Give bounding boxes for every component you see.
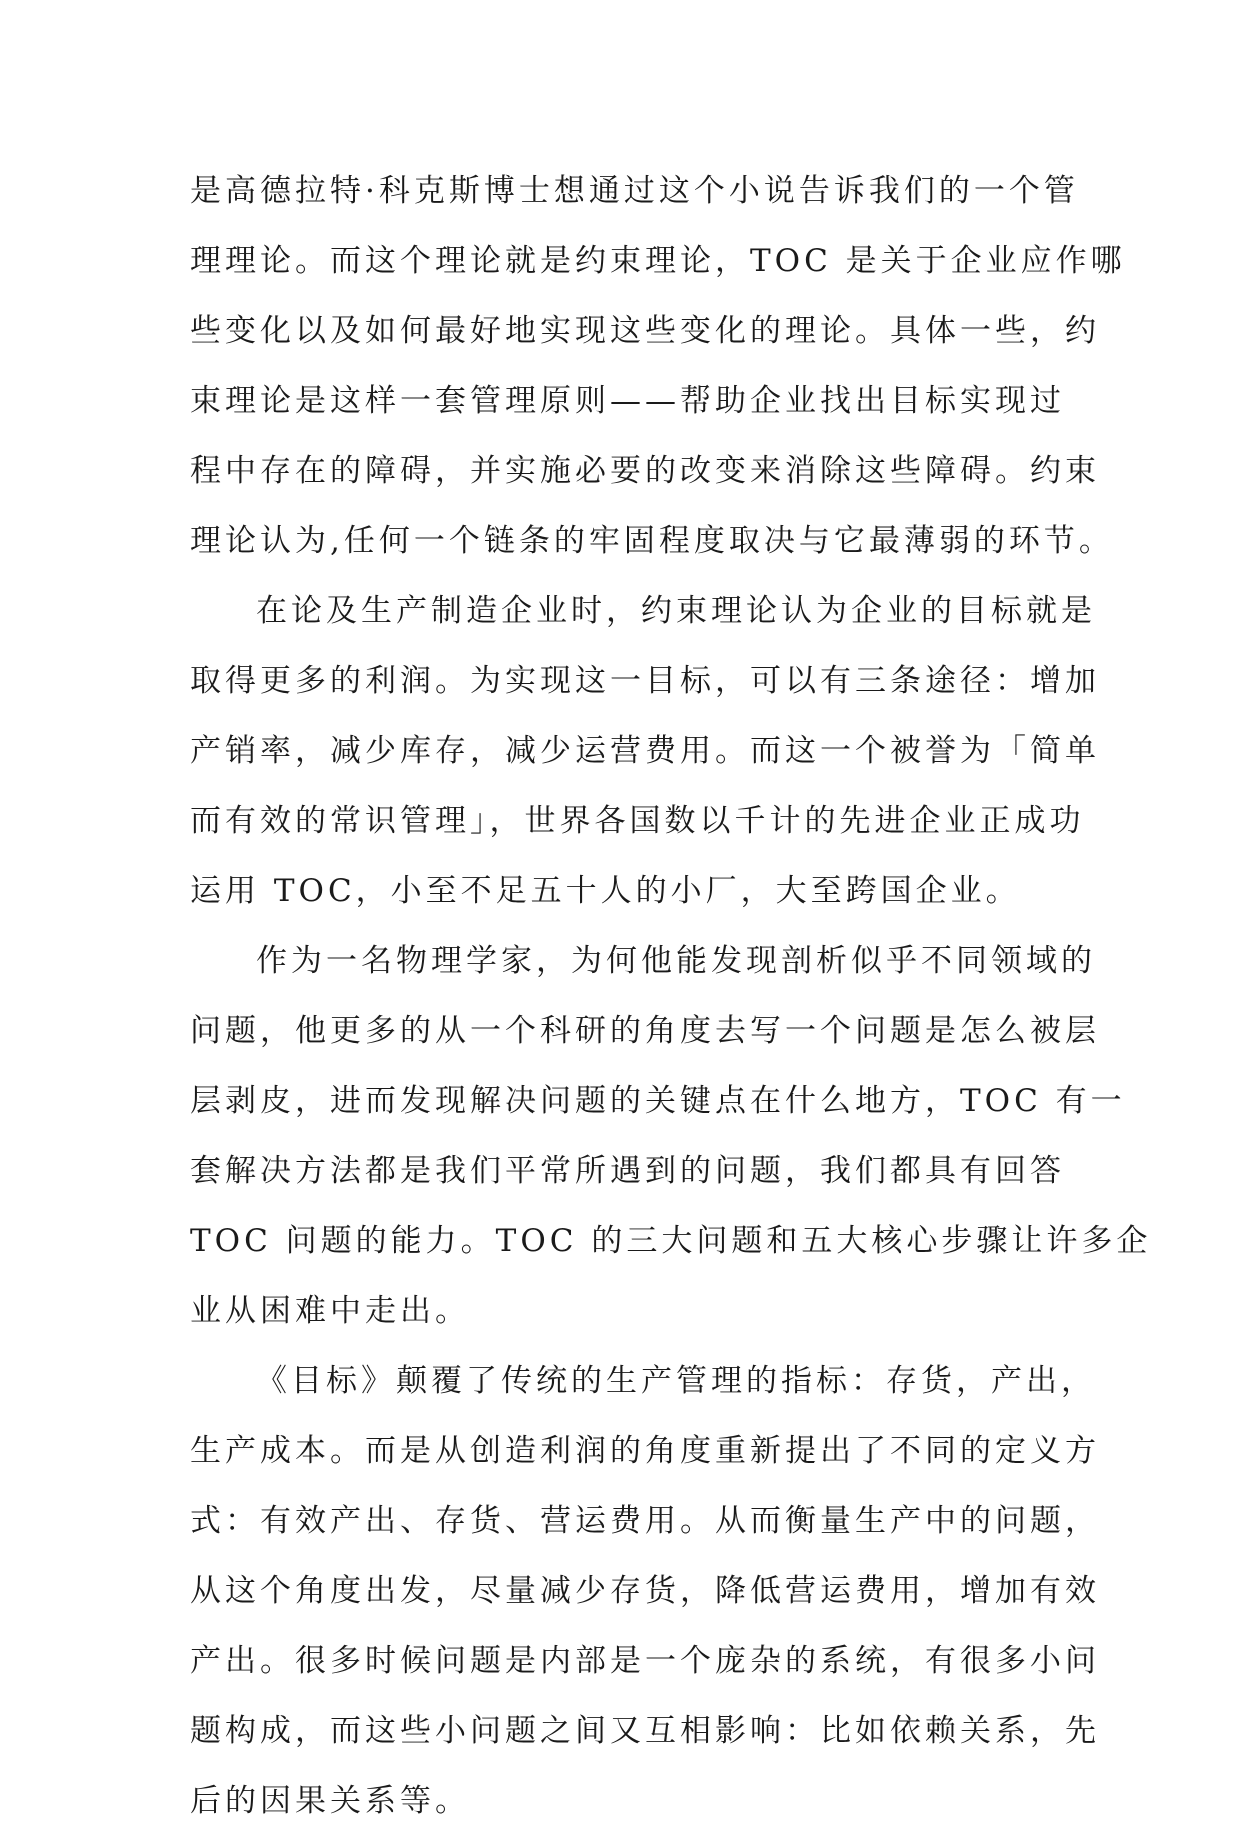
text-line: 在论及生产制造企业时，约束理论认为企业的目标就是 — [256, 593, 1096, 629]
text-line: 束理论是这样一套管理原则——帮助企业找出目标实现过 — [190, 383, 1065, 419]
text-line: 式：有效产出、存货、营运费用。从而衡量生产中的问题， — [190, 1503, 1100, 1539]
text-line: 业从困难中走出。 — [190, 1293, 470, 1329]
text-line: 《目标》颠覆了传统的生产管理的指标：存货，产出， — [256, 1363, 1096, 1399]
text-line: 从这个角度出发，尽量减少存货，降低营运费用，增加有效 — [190, 1573, 1100, 1609]
text-line: 些变化以及如何最好地实现这些变化的理论。具体一些，约 — [190, 313, 1100, 349]
text-line: 生产成本。而是从创造利润的角度重新提出了不同的定义方 — [190, 1433, 1100, 1469]
text-line: 而有效的常识管理」，世界各国数以千计的先进企业正成功 — [190, 803, 1085, 839]
text-line: TOC 问题的能力。TOC 的三大问题和五大核心步骤让许多企 — [190, 1223, 1152, 1259]
text-line: 题构成，而这些小问题之间又互相影响：比如依赖关系，先 — [190, 1713, 1100, 1749]
text-line: 运用 TOC，小至不足五十人的小厂，大至跨国企业。 — [190, 873, 1021, 909]
text-line: 作为一名物理学家，为何他能发现剖析似乎不同领域的 — [256, 943, 1096, 979]
paragraph-3 — [190, 926, 1152, 1346]
text-line: 问题，他更多的从一个科研的角度去写一个问题是怎么被层 — [190, 1013, 1100, 1049]
document-body — [190, 156, 1152, 1836]
text-line: 产销率，减少库存，减少运营费用。而这一个被誉为「简单 — [190, 733, 1100, 769]
text-line: 程中存在的障碍，并实施必要的改变来消除这些障碍。约束 — [190, 453, 1100, 489]
text-line: 套解决方法都是我们平常所遇到的问题，我们都具有回答 — [190, 1153, 1065, 1189]
text-line: 层剥皮，进而发现解决问题的关键点在什么地方，TOC 有一 — [190, 1083, 1126, 1119]
paragraph-2 — [190, 576, 1100, 926]
text-line: 是高德拉特·科克斯博士想通过这个小说告诉我们的一个管 — [190, 173, 1079, 209]
text-line: 理论认为,任何一个链条的牢固程度取决与它最薄弱的环节。 — [190, 523, 1114, 559]
paragraph-4 — [190, 1346, 1100, 1836]
text-line: 理理论。而这个理论就是约束理论，TOC 是关于企业应作哪 — [190, 243, 1126, 279]
paragraph-1 — [190, 156, 1126, 576]
text-line: 后的因果关系等。 — [190, 1783, 470, 1819]
text-line: 取得更多的利润。为实现这一目标，可以有三条途径：增加 — [190, 663, 1100, 699]
text-line: 产出。很多时候问题是内部是一个庞杂的系统，有很多小问 — [190, 1643, 1100, 1679]
